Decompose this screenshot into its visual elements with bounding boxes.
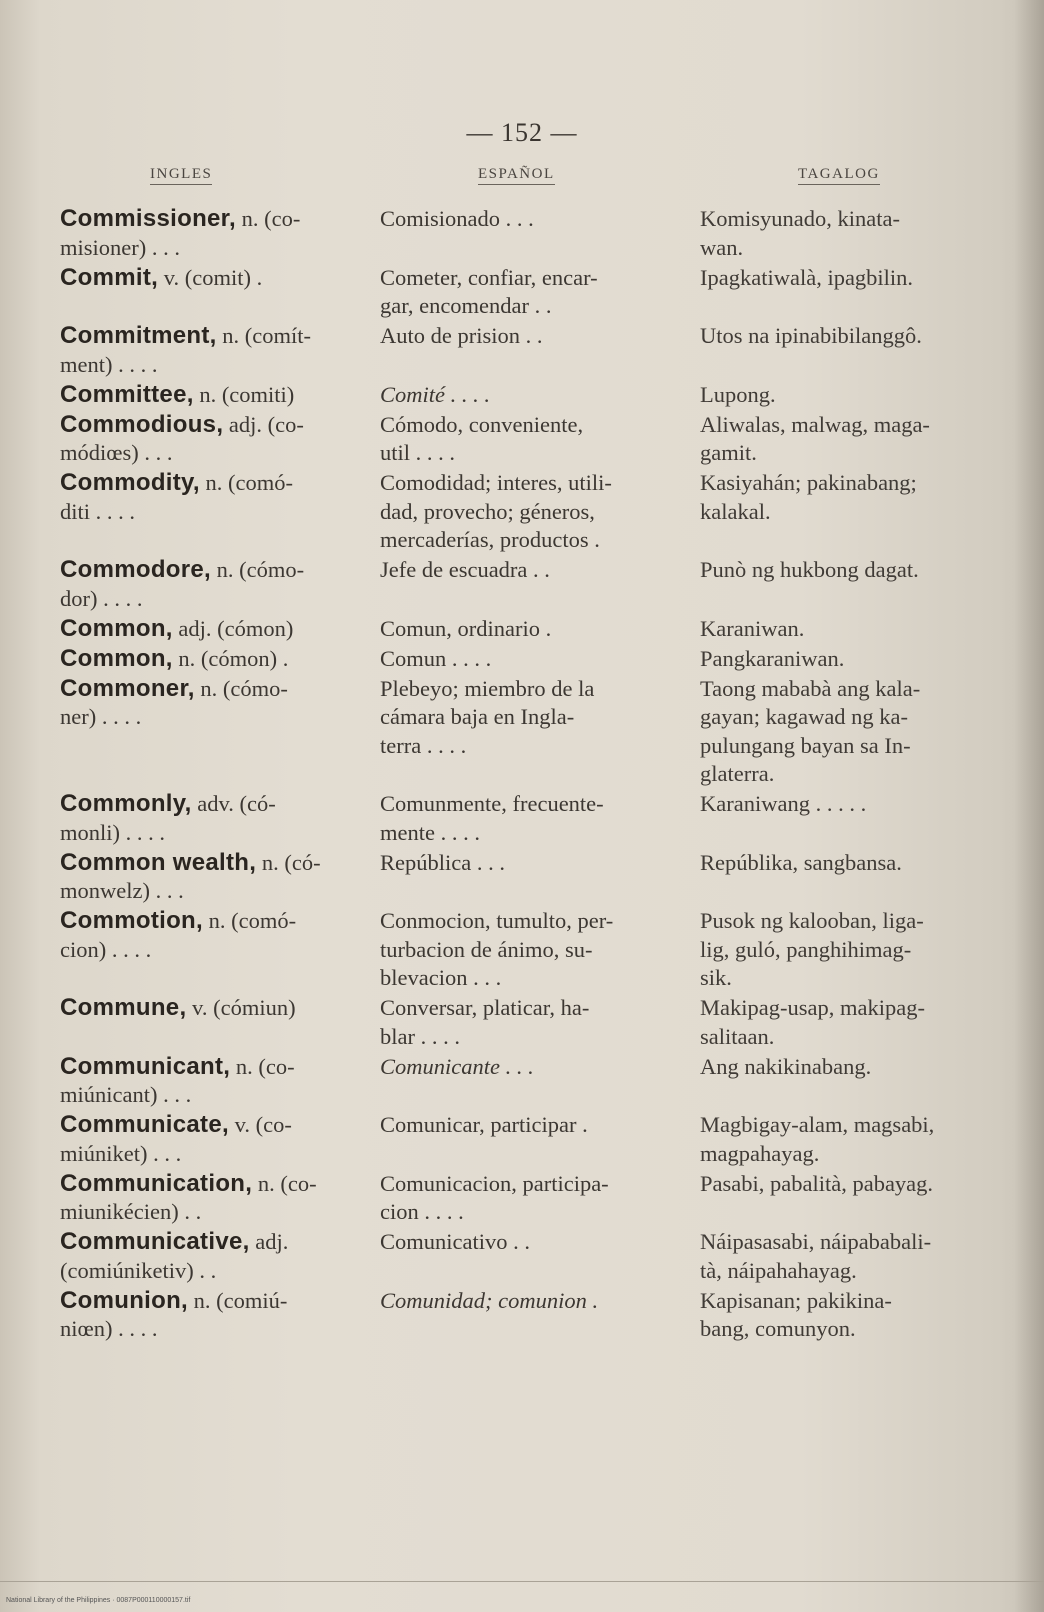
english-term-line: monli) . . . . — [60, 819, 165, 845]
english-term-line: Commodore, n. (cómo- — [60, 556, 305, 583]
spanish-translation-line: Comunicacion, participa- — [380, 1170, 609, 1196]
tagalog-translation-line: Repúblika, sangbansa. — [700, 849, 902, 875]
tagalog-translation-line: wan. — [700, 234, 744, 260]
tagalog-translation-line: Kasiyahán; pakinabang; — [700, 470, 917, 495]
english-term-line: Committee, n. (comiti) — [60, 380, 295, 408]
english-term-line: Commune, v. (cómiun) — [60, 994, 296, 1021]
headword: Communicate, — [60, 1111, 229, 1138]
english-term-line: Communicative, adj. — [60, 1228, 289, 1255]
scan-edge-line — [0, 1581, 1044, 1582]
tagalog-translation — [700, 1287, 1005, 1344]
spanish-translation-line: util . . . . — [380, 440, 456, 465]
tagalog-translation — [700, 615, 1005, 644]
tagalog-translation-line: Magbigay-alam, magsabi, — [700, 1112, 935, 1137]
spanish-translation-line: dad, provecho; géneros, — [380, 498, 595, 524]
tagalog-translation-line: pulungang bayan sa In- — [700, 732, 911, 758]
english-term-line: diti . . . . — [60, 498, 136, 524]
spanish-translation-line: mente . . . . — [380, 819, 480, 845]
header-ingles: INGLES — [150, 166, 212, 185]
headword: Commonly, — [60, 790, 192, 817]
spanish-translation-line: mercaderías, productos . — [380, 527, 600, 552]
spanish-translation-line: cion . . . . — [380, 1199, 464, 1224]
tagalog-translation-line: Makipag-usap, makipag- — [700, 995, 925, 1020]
tagalog-translation-line: Karaniwan. — [700, 615, 805, 641]
spanish-translation — [380, 411, 680, 468]
tagalog-translation-line: Taong mababà ang kala- — [700, 675, 921, 701]
headword: Comunion, — [60, 1286, 189, 1314]
spanish-translation — [380, 1170, 680, 1227]
tagalog-translation — [700, 205, 1005, 262]
tagalog-translation-line: Kapisanan; pakikina- — [700, 1287, 892, 1313]
english-term-line: Commoner, n. (cómo- — [60, 674, 288, 702]
spanish-translation — [380, 205, 680, 234]
spanish-translation-line: blar . . . . — [380, 1023, 460, 1049]
tagalog-translation — [700, 790, 1005, 819]
english-term — [60, 675, 360, 732]
english-term — [60, 994, 360, 1023]
english-term — [60, 645, 360, 674]
headword: Commit, — [60, 263, 159, 291]
headword: Communicative, — [60, 1228, 250, 1255]
tagalog-translation — [700, 994, 1005, 1051]
dictionary-entry — [0, 1053, 1044, 1110]
english-term — [60, 1287, 360, 1344]
english-term-line: miúnicant) . . . — [60, 1082, 192, 1107]
dictionary-entry — [0, 1228, 1044, 1285]
english-term — [60, 1170, 360, 1227]
headword: Common, — [60, 614, 173, 642]
english-term-line: cion) . . . . — [60, 936, 152, 962]
spanish-translation — [380, 556, 680, 585]
tagalog-translation — [700, 1170, 1005, 1199]
spanish-translation-line: Comunicativo . . — [380, 1229, 530, 1254]
spanish-translation-line: Plebeyo; miembro de la — [380, 675, 595, 701]
spanish-translation-line: República . . . — [380, 849, 505, 875]
tagalog-translation-line: lig, guló, panghihimag- — [700, 936, 912, 962]
spanish-translation-line: Comunicar, participar . — [380, 1112, 588, 1137]
dictionary-entry — [0, 849, 1044, 906]
dictionary-entry — [0, 615, 1044, 644]
spanish-translation-line: Auto de prision . . — [380, 323, 543, 348]
dictionary-entry — [0, 469, 1044, 555]
spanish-translation — [380, 1053, 680, 1082]
spanish-translation — [380, 469, 680, 555]
spanish-translation-line: Comunicante . . . — [380, 1053, 534, 1079]
dictionary-entry — [0, 411, 1044, 468]
english-term — [60, 849, 360, 906]
column-headers — [0, 166, 1044, 194]
spanish-translation-line: blevacion . . . — [380, 965, 502, 990]
english-term-line: Commodious, adj. (co- — [60, 410, 304, 438]
english-term-line: Communication, n. (co- — [60, 1169, 317, 1197]
spanish-translation-line: Comodidad; interes, utili- — [380, 470, 612, 495]
headword: Commodore, — [60, 556, 212, 583]
headword: Commodity, — [60, 469, 200, 496]
spanish-translation-line: Comunmente, frecuente- — [380, 791, 604, 816]
spanish-translation-line: gar, encomendar . . — [380, 293, 552, 318]
spanish-translation — [380, 615, 680, 644]
english-term — [60, 790, 360, 847]
english-term — [60, 556, 360, 613]
english-term-line: miunikécien) . . — [60, 1199, 202, 1224]
tagalog-translation — [700, 907, 1005, 993]
spanish-translation — [380, 675, 680, 761]
english-term-line: ment) . . . . — [60, 351, 158, 377]
headword: Common, — [60, 644, 173, 672]
dictionary-entry — [0, 1170, 1044, 1227]
spanish-translation-line: turbacion de ánimo, su- — [380, 936, 593, 962]
english-term-line: Commotion, n. (comó- — [60, 907, 297, 934]
tagalog-translation-line: bang, comunyon. — [700, 1316, 856, 1341]
headword: Commotion, — [60, 907, 203, 934]
tagalog-translation-line: tà, náipahahayag. — [700, 1257, 857, 1283]
english-term — [60, 1111, 360, 1168]
english-term-line: Communicate, v. (co- — [60, 1111, 292, 1138]
spanish-translation — [380, 1111, 680, 1140]
tagalog-translation-line: sik. — [700, 965, 732, 990]
tagalog-translation-line: Karaniwang . . . . . — [700, 791, 867, 816]
dictionary-entry — [0, 907, 1044, 993]
tagalog-translation-line: Náipasasabi, náipababali- — [700, 1229, 932, 1254]
tagalog-translation-line: Ang nakikinabang. — [700, 1053, 872, 1079]
english-term-line: módiœs) . . . — [60, 440, 173, 465]
tagalog-translation-line: kalakal. — [700, 498, 771, 524]
dictionary-entry — [0, 1111, 1044, 1168]
dictionary-entry — [0, 994, 1044, 1051]
tagalog-translation — [700, 645, 1005, 674]
headword: Communicant, — [60, 1052, 231, 1080]
spanish-translation-line: Jefe de escuadra . . — [380, 557, 550, 582]
english-term — [60, 615, 360, 644]
spanish-translation — [380, 849, 680, 878]
english-term-line: Commit, v. (comit) . — [60, 263, 263, 291]
spanish-translation-line: Comunidad; comunion . — [380, 1287, 599, 1313]
tagalog-translation-line: Pangkaraniwan. — [700, 645, 845, 671]
dictionary-entry — [0, 675, 1044, 789]
english-term — [60, 1228, 360, 1285]
english-term — [60, 322, 360, 379]
headword: Commitment, — [60, 322, 217, 349]
spanish-translation — [380, 907, 680, 993]
tagalog-translation-line: glaterra. — [700, 761, 775, 786]
headword: Commune, — [60, 994, 187, 1021]
english-term-line: Common wealth, n. (có- — [60, 848, 321, 876]
english-term-line: monwelz) . . . — [60, 878, 184, 903]
spanish-translation-line: Conmocion, tumulto, per- — [380, 908, 614, 933]
english-term-line: Common, n. (cómon) . — [60, 644, 289, 672]
english-term — [60, 469, 360, 526]
english-term — [60, 381, 360, 410]
spanish-translation — [380, 322, 680, 351]
english-term — [60, 907, 360, 964]
spanish-translation — [380, 1287, 680, 1316]
tagalog-translation-line: Ipagkatiwalà, ipagbilin. — [700, 264, 914, 290]
tagalog-translation-line: Aliwalas, malwag, maga- — [700, 411, 930, 437]
tagalog-translation-line: gamit. — [700, 440, 757, 465]
spanish-translation — [380, 645, 680, 674]
scan-footer-note: National Library of the Philippines · 0087P000110000157.tif — [6, 1597, 191, 1604]
english-term — [60, 411, 360, 468]
english-term — [60, 264, 360, 293]
dictionary-entry — [0, 556, 1044, 613]
headword: Commissioner, — [60, 205, 236, 232]
tagalog-translation — [700, 411, 1005, 468]
tagalog-translation — [700, 322, 1005, 351]
english-term-line: miúniket) . . . — [60, 1140, 182, 1166]
spanish-translation — [380, 994, 680, 1051]
spanish-translation — [380, 1228, 680, 1257]
tagalog-translation-line: Lupong. — [700, 381, 776, 407]
tagalog-translation — [700, 264, 1005, 293]
english-term-line: (comiúniketiv) . . — [60, 1257, 217, 1283]
tagalog-translation-line: magpahayag. — [700, 1140, 820, 1166]
page-edge-shadow — [1014, 0, 1044, 1612]
english-term-line: ner) . . . . — [60, 704, 142, 729]
dictionary-entry — [0, 322, 1044, 379]
english-term-line: dor) . . . . — [60, 585, 143, 611]
header-espanol: ESPAÑOL — [478, 166, 555, 185]
dictionary-entry — [0, 205, 1044, 262]
spanish-translation-line: Comité . . . . — [380, 381, 490, 407]
tagalog-translation — [700, 849, 1005, 878]
spanish-translation-line: terra . . . . — [380, 732, 467, 758]
dictionary-entry — [0, 1287, 1044, 1344]
dictionary-entry — [0, 645, 1044, 674]
tagalog-translation — [700, 1111, 1005, 1168]
dictionary-entry — [0, 790, 1044, 847]
headword: Commodious, — [60, 410, 224, 438]
tagalog-translation-line: Punò ng hukbong dagat. — [700, 557, 919, 582]
tagalog-translation — [700, 381, 1005, 410]
header-tagalog: TAGALOG — [798, 166, 880, 185]
spanish-translation — [380, 381, 680, 410]
tagalog-translation-line: Pusok ng kalooban, liga- — [700, 908, 924, 933]
headword: Committee, — [60, 380, 194, 408]
headword: Commoner, — [60, 674, 195, 702]
tagalog-translation — [700, 1228, 1005, 1285]
tagalog-translation-line: Pasabi, pabalità, pabayag. — [700, 1170, 934, 1196]
english-term-line: misioner) . . . — [60, 234, 180, 260]
spanish-translation-line: Comun . . . . — [380, 645, 492, 671]
spanish-translation-line: Comisionado . . . — [380, 206, 534, 231]
headword: Communication, — [60, 1169, 253, 1197]
tagalog-translation — [700, 469, 1005, 526]
english-term-line: Common, adj. (cómon) — [60, 614, 294, 642]
spanish-translation-line: Conversar, platicar, ha- — [380, 995, 590, 1020]
tagalog-translation-line: Utos na ipinabibilanggô. — [700, 323, 922, 348]
dictionary-entry — [0, 264, 1044, 321]
spanish-translation — [380, 790, 680, 847]
english-term — [60, 205, 360, 262]
spanish-translation-line: Cometer, confiar, encar- — [380, 264, 598, 290]
english-term-line: Communicant, n. (co- — [60, 1052, 295, 1080]
tagalog-translation-line: salitaan. — [700, 1023, 775, 1049]
english-term-line: Commodity, n. (comó- — [60, 469, 293, 496]
english-term-line: Commissioner, n. (co- — [60, 205, 301, 232]
spanish-translation-line: Cómodo, conveniente, — [380, 411, 584, 437]
dictionary-entry — [0, 381, 1044, 410]
english-term-line: Commitment, n. (comít- — [60, 322, 311, 349]
tagalog-translation — [700, 556, 1005, 585]
spanish-translation-line: Comun, ordinario . — [380, 615, 552, 641]
english-term-line: Comunion, n. (comiú- — [60, 1286, 288, 1314]
tagalog-translation — [700, 1053, 1005, 1082]
english-term-line: niœn) . . . . — [60, 1316, 158, 1341]
english-term — [60, 1053, 360, 1110]
spanish-translation-line: cámara baja en Ingla- — [380, 704, 575, 729]
tagalog-translation-line: Komisyunado, kinata- — [700, 206, 900, 231]
spanish-translation — [380, 264, 680, 321]
english-term-line: Commonly, adv. (có- — [60, 790, 276, 817]
page-number: — 152 — — [466, 118, 578, 147]
headword: Common wealth, — [60, 848, 257, 876]
tagalog-translation-line: gayan; kagawad ng ka- — [700, 704, 909, 729]
tagalog-translation — [700, 675, 1005, 789]
